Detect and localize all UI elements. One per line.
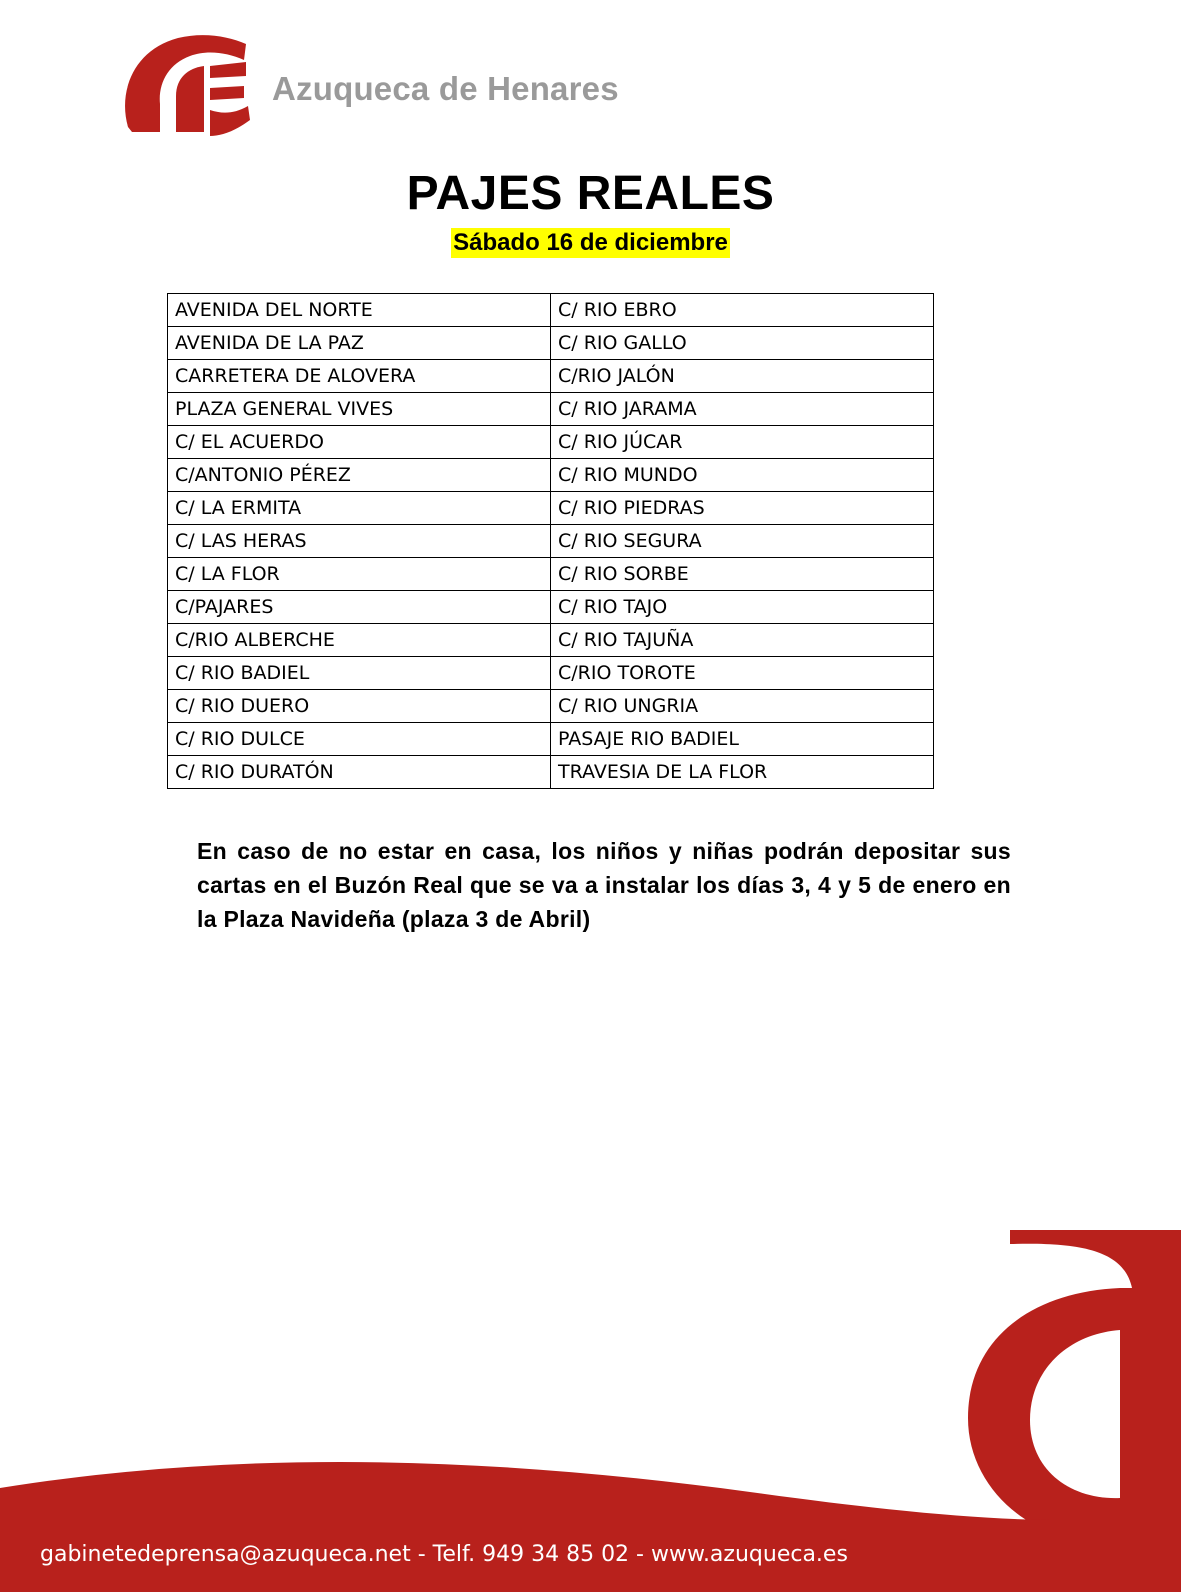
street-cell-right: C/RIO TOROTE: [551, 657, 934, 690]
table-row: [168, 624, 934, 657]
street-cell-left: C/ LA ERMITA: [168, 492, 551, 525]
table-row: [168, 360, 934, 393]
table-row: [168, 327, 934, 360]
street-cell-left: C/RIO ALBERCHE: [168, 624, 551, 657]
table-row: [168, 459, 934, 492]
table-row: [168, 723, 934, 756]
street-cell-left: PLAZA GENERAL VIVES: [168, 393, 551, 426]
table-row: [168, 756, 934, 789]
street-cell-right: C/ RIO JÚCAR: [551, 426, 934, 459]
street-cell-left: C/ RIO DULCE: [168, 723, 551, 756]
street-cell-right: PASAJE RIO BADIEL: [551, 723, 934, 756]
footer-contact: gabinetedeprensa@azuqueca.net - Telf. 949 34 85 02 - www.azuqueca.es: [40, 1542, 848, 1567]
street-cell-right: C/ RIO UNGRIA: [551, 690, 934, 723]
table-row: [168, 690, 934, 723]
street-cell-left: CARRETERA DE ALOVERA: [168, 360, 551, 393]
table-row: [168, 426, 934, 459]
street-cell-left: C/ RIO BADIEL: [168, 657, 551, 690]
street-cell-left: C/ANTONIO PÉREZ: [168, 459, 551, 492]
street-cell-left: AVENIDA DEL NORTE: [168, 294, 551, 327]
footer-decoration: [0, 1230, 1181, 1592]
street-cell-right: C/ RIO JARAMA: [551, 393, 934, 426]
subtitle-container: [0, 228, 1181, 258]
street-cell-left: C/ RIO DUERO: [168, 690, 551, 723]
table-row: [168, 525, 934, 558]
street-cell-right: C/ RIO TAJUÑA: [551, 624, 934, 657]
street-cell-right: C/ RIO EBRO: [551, 294, 934, 327]
street-cell-left: C/PAJARES: [168, 591, 551, 624]
street-cell-right: C/ RIO MUNDO: [551, 459, 934, 492]
street-cell-left: C/ LA FLOR: [168, 558, 551, 591]
streets-table-body: [168, 294, 934, 789]
page-title: PAJES REALES: [406, 167, 775, 220]
table-row: [168, 393, 934, 426]
street-cell-left: C/ RIO DURATÓN: [168, 756, 551, 789]
street-cell-right: C/ RIO PIEDRAS: [551, 492, 934, 525]
mailbox-notice: En caso de no estar en casa, los niños y niñas podrán depositar sus cartas en el Buzón Real que se va a instalar los días 3, 4 y 5 de enero en la Plaza Navideña (plaza 3 de Abril): [197, 838, 1011, 932]
table-row: [168, 657, 934, 690]
municipal-logo-icon: [118, 32, 254, 144]
table-row: [168, 558, 934, 591]
street-cell-left: AVENIDA DE LA PAZ: [168, 327, 551, 360]
table-row: [168, 492, 934, 525]
street-cell-left: C/ LAS HERAS: [168, 525, 551, 558]
street-cell-right: C/RIO JALÓN: [551, 360, 934, 393]
brand-name: Azuqueca de Henares: [272, 70, 619, 107]
street-cell-right: C/ RIO TAJO: [551, 591, 934, 624]
street-cell-left: C/ EL ACUERDO: [168, 426, 551, 459]
table-row: [168, 294, 934, 327]
date-subtitle: Sábado 16 de diciembre: [453, 229, 728, 256]
street-cell-right: C/ RIO SORBE: [551, 558, 934, 591]
street-cell-right: C/ RIO SEGURA: [551, 525, 934, 558]
table-row: [168, 591, 934, 624]
street-cell-right: C/ RIO GALLO: [551, 327, 934, 360]
street-cell-right: TRAVESIA DE LA FLOR: [551, 756, 934, 789]
streets-table: [167, 293, 934, 789]
